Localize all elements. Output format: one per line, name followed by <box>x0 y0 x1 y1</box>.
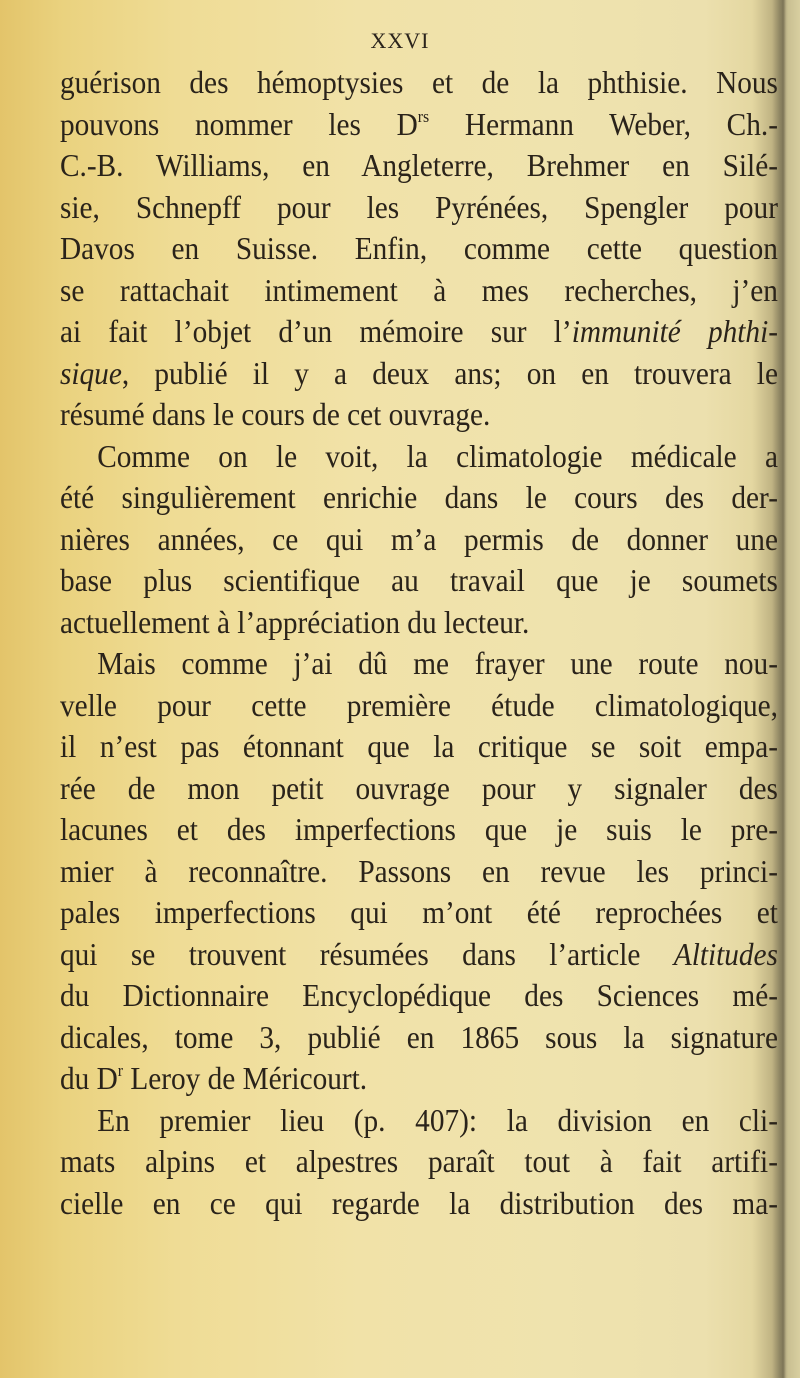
text-segment: En premier lieu (p. 407): la division en cli- <box>97 1102 778 1138</box>
text-line <box>60 311 778 353</box>
text-line <box>60 1058 778 1100</box>
text-line <box>60 145 778 187</box>
text-line <box>60 768 778 810</box>
text-segment: Comme on le voit, la climatologie médicale a <box>97 438 778 474</box>
text-segment: Davos en Suisse. Enfin, comme cette question <box>60 231 778 266</box>
text-line <box>60 685 778 727</box>
text-segment: dicales, tome 3, publié en 1865 sous la signature <box>60 1019 778 1055</box>
text-segment: pouvons nommer les D <box>60 106 418 142</box>
text-line <box>60 228 778 270</box>
text-segment: pales imperfections qui m’ont été reprochées et <box>60 895 778 930</box>
text-segment: guérison des hémoptysies et de la phthisie. Nous <box>60 65 778 100</box>
text-segment: Hermann Weber, Ch.- <box>429 106 778 142</box>
italic-text: Altitudes <box>673 936 778 972</box>
italic-text: sique <box>60 355 122 391</box>
text-line <box>60 726 778 768</box>
text-segment: nières années, ce qui m’a permis de donner une <box>60 521 778 557</box>
text-line <box>60 934 778 976</box>
text-line <box>60 270 778 312</box>
text-line <box>60 436 778 478</box>
text-segment: été singulièrement enrichie dans le cours des der- <box>60 480 778 515</box>
text-line <box>60 892 778 934</box>
text-segment: base plus scientifique au travail que je soumets <box>60 563 778 598</box>
text-segment: mats alpins et alpestres paraît tout à fait artifi- <box>60 1144 778 1179</box>
text-line <box>60 1100 778 1142</box>
text-line <box>60 353 778 395</box>
text-segment: cielle en ce qui regarde la distribution des ma- <box>60 1185 778 1221</box>
text-segment: Leroy de Méricourt. <box>123 1061 368 1096</box>
text-line <box>60 187 778 229</box>
text-line <box>60 104 778 146</box>
text-segment: C.-B. Williams, en Angleterre, Brehmer en Silé- <box>60 148 778 183</box>
superscript: r <box>117 1061 124 1080</box>
text-line <box>60 560 778 602</box>
text-line <box>60 519 778 561</box>
superscript: rs <box>417 106 430 126</box>
text-segment: rée de mon petit ouvrage pour y signaler des <box>60 770 778 806</box>
text-line <box>60 809 778 851</box>
body-text <box>60 62 778 1224</box>
text-line <box>60 1017 778 1059</box>
text-segment: mier à reconnaître. Passons en revue les princi- <box>60 853 778 889</box>
text-segment: lacunes et des imperfections que je suis le pre- <box>60 812 778 847</box>
text-line <box>60 1183 778 1225</box>
text-line <box>60 602 778 644</box>
text-segment: il n’est pas étonnant que la critique se soit empa- <box>60 729 778 764</box>
text-segment: , publié il y a deux ans; on en trouvera le <box>121 355 778 391</box>
text-segment: du Dictionnaire Encyclopédique des Sciences mé- <box>60 978 778 1013</box>
text-line <box>60 643 778 685</box>
text-segment: velle pour cette première étude climatologique, <box>60 687 778 723</box>
text-segment: Mais comme j’ai dû me frayer une route nou- <box>97 646 778 681</box>
binding-shadow <box>780 0 786 1378</box>
text-line <box>60 1141 778 1183</box>
text-line <box>60 62 778 104</box>
text-line <box>60 975 778 1017</box>
text-line <box>60 477 778 519</box>
italic-text: immunité phthi- <box>571 314 778 349</box>
text-segment: du D <box>60 1061 118 1096</box>
text-segment: ai fait l’objet d’un mémoire sur l’ <box>60 314 572 349</box>
page-number: XXVI <box>370 28 430 53</box>
text-segment: sie, Schnepff pour les Pyrénées, Spengler pour <box>60 189 778 225</box>
text-segment: qui se trouvent résumées dans l’article <box>60 936 674 972</box>
text-segment: actuellement à l’appréciation du lecteur. <box>60 604 530 640</box>
text-segment: se rattachait intimement à mes recherches, j’en <box>60 272 778 308</box>
text-line <box>60 394 778 436</box>
text-segment: résumé dans le cours de cet ouvrage. <box>60 397 491 432</box>
text-line <box>60 851 778 893</box>
